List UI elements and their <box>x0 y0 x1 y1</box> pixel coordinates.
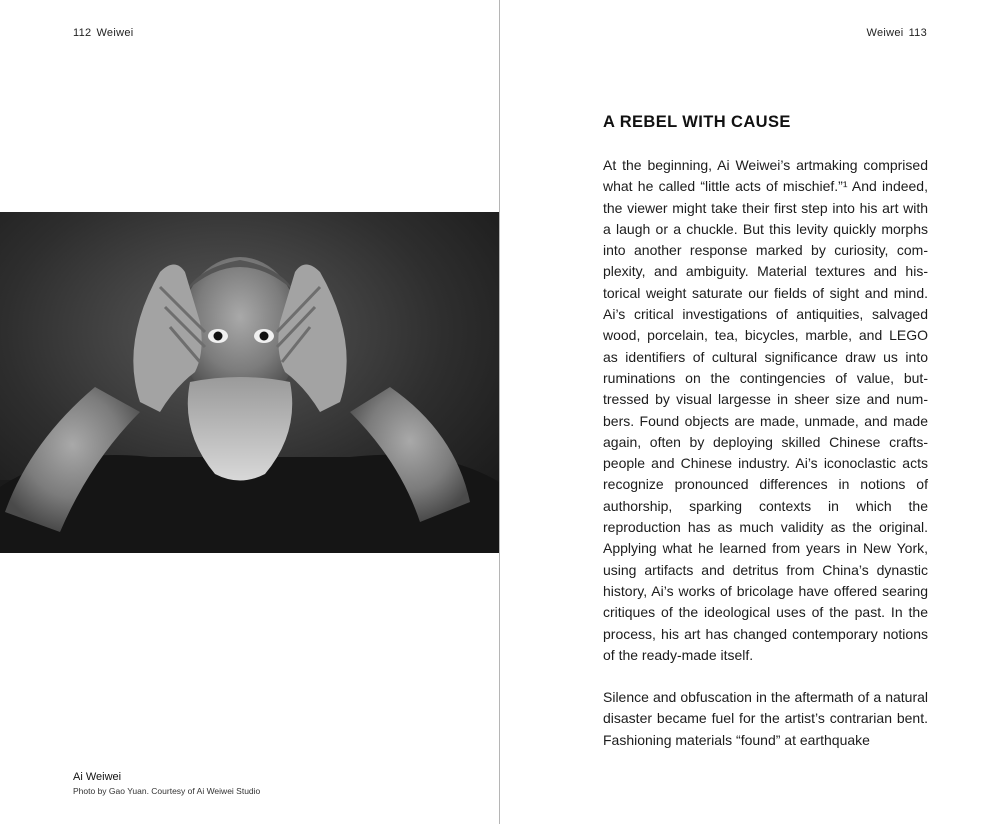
right-folio <box>867 27 928 39</box>
caption-title: Ai Weiwei <box>73 771 122 783</box>
photo-caption <box>73 769 260 798</box>
portrait-photo <box>0 212 499 553</box>
chapter-heading: A REBEL WITH CAUSE <box>603 113 791 131</box>
caption-credit: Photo by Gao Yuan. Courtesy of Ai Weiwei Studio <box>73 786 261 796</box>
body-text <box>603 155 928 772</box>
right-running-head: Weiwei <box>866 27 904 39</box>
left-folio <box>73 27 134 39</box>
right-page <box>500 0 1000 824</box>
left-running-head: Weiwei <box>96 27 134 39</box>
paragraph-2: Silence and obfuscation in the aftermath of a natural disaster became fuel for the artist’s contrarian bent. Fashioning materials “found” at earthquake <box>603 689 928 748</box>
left-page-number: 112 <box>73 27 92 39</box>
left-page <box>0 0 499 824</box>
paragraph-1: At the beginning, Ai Weiwei’s artmaking comprised what he called “little acts of mischief.”¹ And indeed, the viewer might take their first step into his art with a laugh or a chuckle. But this levity quickly morphs into another response marked by curiosity, complexity, and ambiguity. Material textures and historical weight saturate our fields of sight and mind. Ai’s critical investigations of antiquities, salvaged wood, porcelain, tea, bicycles, marble, and LEGO as identifiers of cultural significance draw us into ruminations on the contingencies of value, buttressed by visual largesse in sheer size and numbers. Found objects are made, unmade, and made again, often by deploying skilled Chinese craftspeople and Chinese industry. Ai’s iconoclastic acts recognize pronounced differences in notions of authorship, sparking contexts in which the reproduction has as much validity as the original. Applying what he learned from years in New York, using artifacts and detritus from China’s dynastic history, Ai’s works of bricolage have offered searing critiques of the ideological uses of the past. In the process, his art has changed contemporary notions of the ready-made itself. <box>603 157 928 663</box>
right-page-number: 113 <box>908 27 927 39</box>
